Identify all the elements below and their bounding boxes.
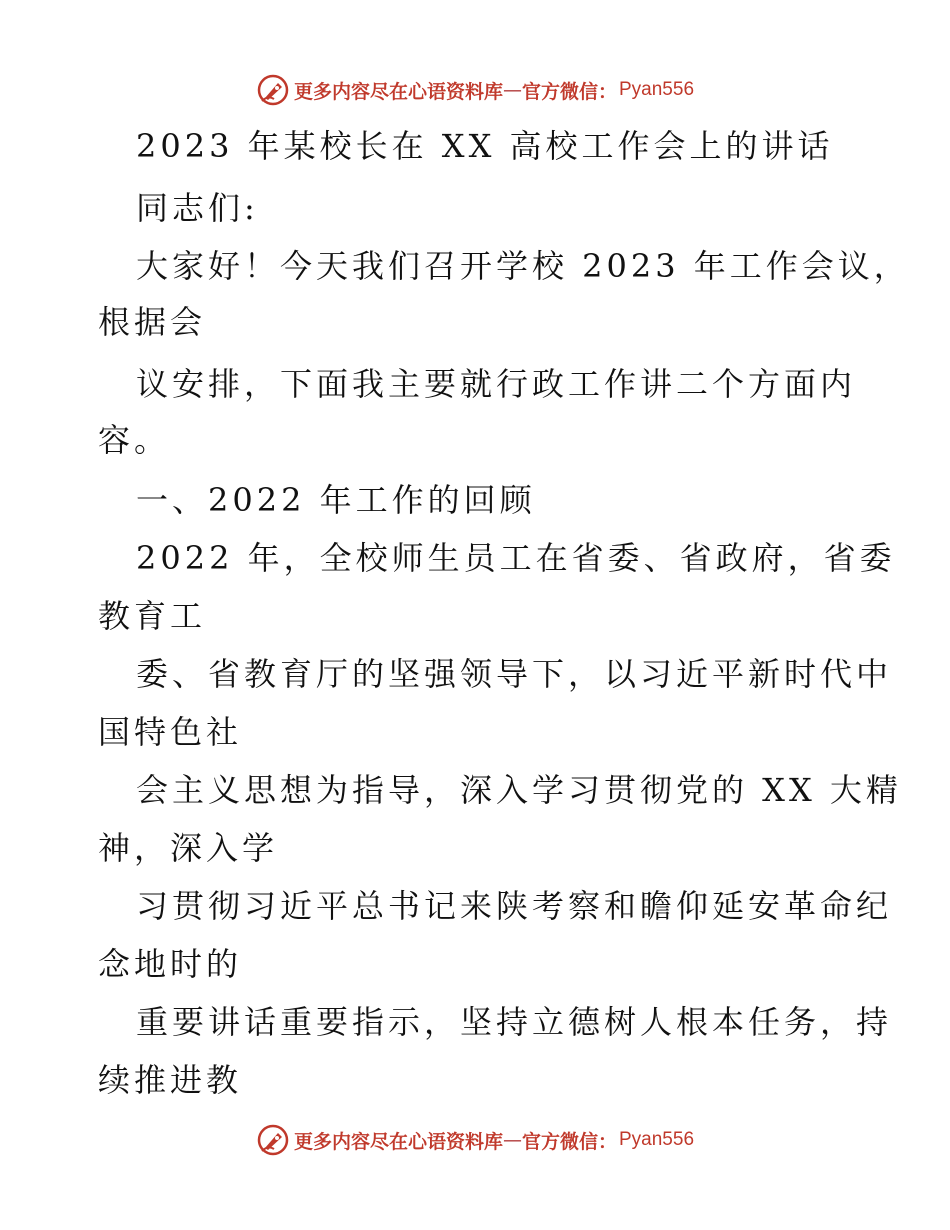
paragraph-line: 会主义思想为指导，深入学习贯彻党的 XX 大精: [136, 771, 902, 809]
banner-dash: —: [502, 79, 522, 101]
paragraph-line: 大家好！今天我们召开学校 2023 年工作会议，: [136, 247, 910, 285]
paragraph-line: 国特色社: [98, 713, 243, 751]
banner-wechat-handle: Pyan556: [619, 79, 695, 100]
banner-wechat-handle: Pyan556: [619, 1129, 695, 1150]
footer-banner: [0, 1122, 950, 1158]
paragraph-line: 念地时的: [98, 945, 243, 983]
section-heading: 一、2022 年工作的回顾: [136, 481, 536, 519]
paragraph-line: 委、省教育厅的坚强领导下，以习近平新时代中: [136, 655, 893, 693]
banner-dash: —: [502, 1129, 522, 1151]
paragraph-line: 习贯彻习近平总书记来陕考察和瞻仰延安革命纪: [136, 887, 893, 925]
paragraph-line: 容。: [98, 421, 171, 459]
banner-promo-text: 更多内容尽在心语资料库: [293, 80, 503, 103]
paragraph-line: 教育工: [98, 597, 207, 635]
paragraph-line: 根据会: [98, 303, 207, 341]
pen-nib-logo-icon: [256, 1123, 290, 1157]
banner-wechat-label: 官方微信：: [521, 80, 617, 103]
paragraph-line: 续推进教: [98, 1061, 243, 1099]
document-title: 2023 年某校长在 XX 高校工作会上的讲话: [136, 127, 834, 165]
banner-promo-text: 更多内容尽在心语资料库: [293, 1130, 503, 1153]
paragraph-line: 重要讲话重要指示，坚持立德树人根本任务，持: [136, 1003, 893, 1041]
banner-wechat-label: 官方微信：: [521, 1130, 617, 1153]
salutation: 同志们:: [136, 189, 259, 227]
paragraph-line: 议安排，下面我主要就行政工作讲二个方面内: [136, 365, 857, 403]
paragraph-line: 2022 年，全校师生员工在省委、省政府，省委: [136, 539, 896, 577]
paragraph-line: 神，深入学: [98, 829, 279, 867]
